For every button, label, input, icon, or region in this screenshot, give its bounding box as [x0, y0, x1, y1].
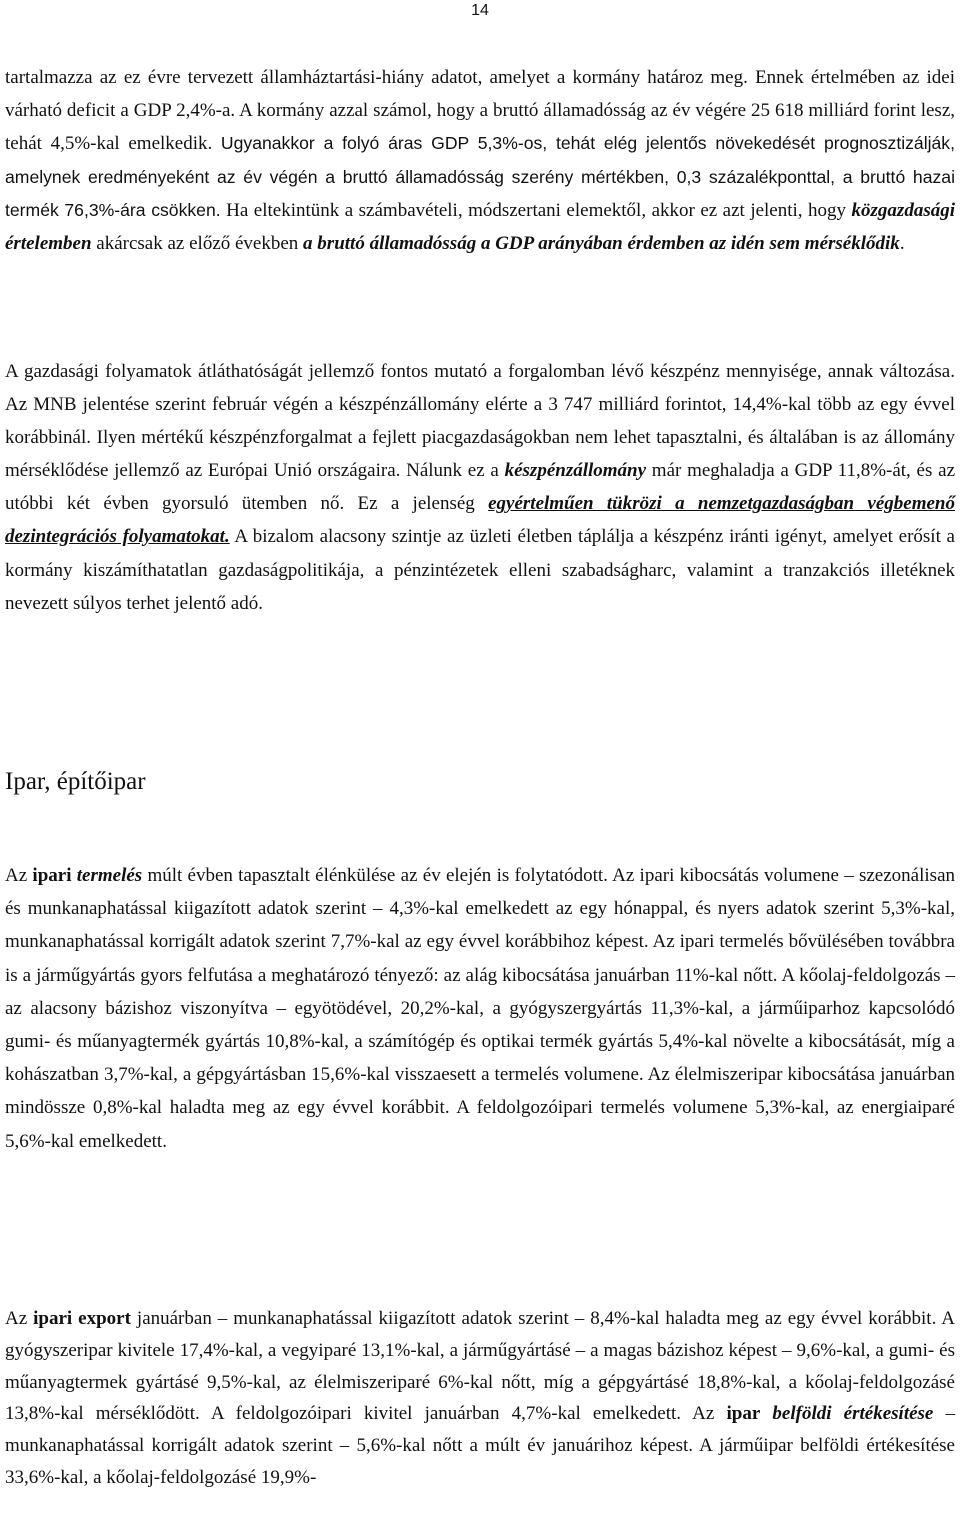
emphasis-text: egyértelműen tükrözi a nemzetgazdaságban végbemenő dezintegrációs folyamatokat. — [5, 493, 955, 548]
text-run: A gazdasági folyamatok átláthatóságát jellemző fontos mutató a forgalomban lévő készpénz mennyisége, annak változása. Az MNB jelentése szerint február végén a készpénzállomány elérte a 3 747 milliárd forintot, 14,4%-kal több az egy évvel korábbinál. Ilyen mértékű készpénzforgalmat a fejlett piacgazdaságokban nem lehet tapasztalni, és általában is az állomány mérséklődése jellemző az Európai Unió országaira. Nálunk ez a — [5, 361, 955, 482]
emphasis-text: közgazdasági értelemben — [5, 200, 955, 254]
page-number: 14 — [471, 2, 489, 19]
bold-text: ipar — [726, 1403, 761, 1425]
text-run: már meghaladja a GDP 11,8%-át, és az utóbbi két évben gyorsuló ütemben nő. Ez a jelenség — [5, 460, 955, 515]
emphasis-text: a bruttó államadósság a GDP arányában érdemben az idén sem mérséklődik — [303, 232, 900, 254]
text-run: akárcsak az előző években — [91, 232, 304, 254]
emphasis-text: belföldi értékesítése — [772, 1403, 934, 1425]
paragraph-deficit — [5, 62, 955, 261]
text-run: Ha eltekintünk a számbavételi, módszertani elemektől, akkor ez azt jelenti, hogy — [220, 200, 852, 222]
text-run: A bizalom alacsony szintje az üzleti életben táplálja a készpénz iránti igényt, amelyet erősít a kormány kiszámíthatatlan gazdaságpolitikája, a pénzintézetek elleni szabadságharc, valamint a tranzakciós illetéknek nevezett súlyos terhet jelentő adó. — [5, 526, 955, 614]
text-run: Az — [5, 1308, 34, 1329]
text-run: tartalmazza az ez évre tervezett államháztartási-hiány adatot, amelyet a kormány határoz meg. Ennek értelmében az idei várható deficit a GDP 2,4%-a. A kormány azzal számol, hogy a bruttó államadósság az év végére 25 618 milliárd forint lesz, tehát 4,5%-kal emelkedik. — [5, 67, 955, 155]
text-run — [760, 1403, 772, 1424]
text-run: Az — [5, 865, 33, 886]
bold-text: ipari — [32, 865, 72, 886]
paragraph-cash — [5, 355, 955, 620]
paragraph-industrial-production — [5, 859, 955, 1158]
bold-text: ipari export — [33, 1308, 131, 1329]
paragraph-industrial-export — [5, 1303, 955, 1494]
emphasis-text: készpénzállomány — [504, 460, 647, 482]
section-heading: Ipar, építőipar — [5, 768, 146, 795]
text-run: – munkanaphatással korrigált adatok szerint – 5,6%-kal nőtt a múlt év januárihoz képest. A járműipar belföldi értékesítése 33,6%-kal, a kőolaj-feldolgozásé 19,9%- — [5, 1403, 956, 1488]
text-run: januárban – munkanaphatással kiigazított adatok szerint – 8,4%-kal haladta meg az egy évvel korábbit. A gyógyszeripar kivitele 17,4%-kal, a vegyiparé 13,1%-kal, a járműgyártásé – a magas bázishoz képest – 9,6%-kal, a gumi- és műanyagtermek gyártásé 9,5%-kal, az élelmiszeriparé 6%-kal nőtt, míg a gépgyártásé 18,8%-kal, a kőolaj-feldolgozásé 13,8%-kal mérséklődött. A feldolgozóipari kivitel januárban 4,7%-kal emelkedett. Az — [5, 1308, 955, 1425]
text-run: múlt évben tapasztalt élénkülése az év elején is folytatódott. Az ipari kibocsátás volumene – szezonálisan és munkanaphatással kiigazított adatok szerint – 4,3%-kal emelkedett az egy hónappal, és nyers adatok szerint 5,3%-kal, munkanaphatással korrigált adatok szerint 7,7%-kal az egy évvel korábbihoz képest. Az ipari termelés bővülésében továbbra is a járműgyártás gyors felfutása a meghatározó tényező: az alág kibocsátása januárban 11%-kal nőtt. A kőolaj-feldolgozás – az alacsony bázishoz viszonyítva – egyötödével, 20,2%-kal, a gyógyszergyártás 11,3%-kal, a járműiparhoz kapcsolódó gumi- és műanyagtermék gyártás 10,8%-kal, a számítógép és optikai termék gyártás 5,4%-kal növelte a kibocsátását, míg a kohászatban 3,7%-kal, a gépgyártásban 15,6%-kal visszaesett a termelés volumene. Az élelmiszeripar kibocsátása januárban mindössze 0,8%-kal haladta meg az egy évvel korábbit. A feldolgozóipari termelés volumene 5,3%-kal, az energiaiparé 5,6%-kal emelkedett. — [5, 865, 955, 1152]
text-run: Ugyanakkor a folyó áras GDP 5,3%-os, tehát elég jelentős növekedését prognosztizálják, amelynek eredményeként az év végén a bruttó államadósság szerény mértékben, 0,3 százalékponttal, a bruttó hazai termék 76,3%-ára csökken. — [5, 133, 955, 221]
text-run: . — [899, 232, 905, 254]
emphasis-text: termelés — [76, 865, 143, 886]
